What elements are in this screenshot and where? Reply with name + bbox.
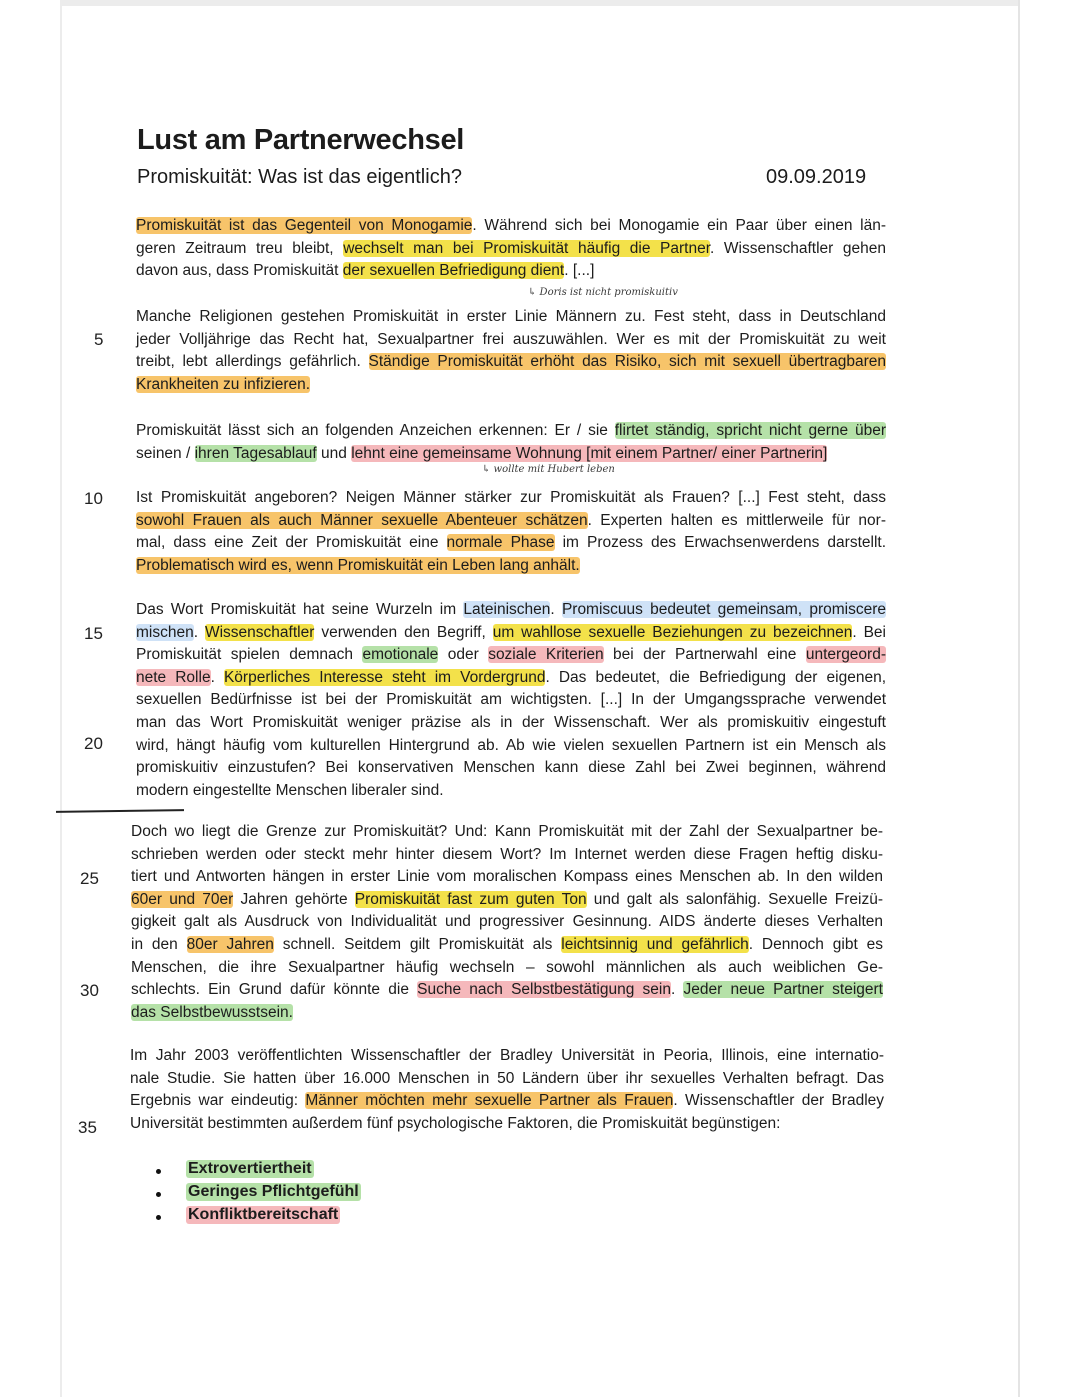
text: Ergebnis war eindeutig:: [130, 1092, 306, 1110]
scan-edge: [60, 0, 1018, 6]
list-item-label: Konfliktbereitschaft: [188, 1206, 339, 1223]
text-line: wird, hängt häufig vom kulturellen Hintergrund ab. Ab wie vielen sexuellen Partnern ist ein Mensch als: [136, 736, 886, 754]
text-line: Universität bestimmten außerdem fünf psychologische Faktoren, die Promiskuität begünstigen:: [130, 1114, 781, 1132]
line-number: 5: [94, 330, 104, 349]
text: . [...]: [564, 262, 595, 280]
highlight: Jeder neue Partner steigert: [683, 981, 883, 999]
text-line: tiert und Antworten hängen in erster Linie vom moralischen Kompass eines Menschen ab. In den wilden: [131, 868, 883, 886]
line-number: 30: [80, 981, 99, 1000]
text: .: [193, 623, 205, 641]
text: treibt, lebt allerdings gefährlich.: [136, 353, 369, 371]
text-line: Im Jahr 2003 veröffentlichten Wissenschaftler der Bradley Universität in Peoria, Illinois, eine internatio-: [130, 1047, 884, 1064]
text: Promiskuität lässt sich an folgenden Anzeichen erkennen: Er / sie: [136, 422, 615, 439]
highlight: Lateinischen: [463, 601, 551, 618]
highlight: der sexuellen Befriedigung dient: [342, 262, 565, 280]
highlight: mischen: [136, 623, 194, 641]
highlight: 60er und 70er: [131, 890, 234, 908]
text: und: [316, 444, 352, 462]
text: .: [670, 981, 684, 999]
text-line: modern eingestellte Menschen liberaler sind.: [136, 781, 444, 799]
text: schnell. Seitdem gilt Promiskuität als: [273, 935, 562, 953]
scan-edge: [60, 0, 62, 1397]
highlight: Promiscuus bedeutet gemeinsam, promiscere: [561, 601, 886, 618]
highlight: nete Rolle: [136, 668, 211, 686]
text: . Experten halten es mittlerweile für nor-: [587, 511, 886, 529]
text: . Wissenschaftler gehen: [710, 239, 886, 257]
highlight: ihren Tagesablauf: [194, 444, 317, 462]
text: . Bei: [852, 623, 886, 641]
paragraph-4: [136, 487, 886, 577]
text-line: promiskuitiv einzustufen? Bei konservativen Menschen kann diese Zahl bei Zwei beginnen, während: [136, 759, 886, 777]
bullet-icon: [156, 1215, 161, 1220]
text: geren Zeitraum treu bleibt,: [136, 239, 344, 257]
text: . Dennoch gibt es: [748, 935, 883, 953]
bullet-icon: [156, 1192, 161, 1197]
text: . Während sich bei Monogamie ein Paar über einen län-: [472, 217, 886, 234]
highlight: normale Phase: [446, 534, 555, 552]
text: in den: [131, 935, 187, 953]
highlight: Promiskuität fast zum guten Ton: [354, 890, 587, 908]
text: oder: [438, 646, 489, 664]
highlight: Krankheiten zu infizieren.: [136, 375, 311, 393]
highlight: flirtet ständig, spricht nicht gerne über: [614, 422, 886, 439]
text-line: gigkeit galt als Ausdruck von Individualität und progressiver Gesinnung. AIDS änderte dieses Verhalten: [131, 913, 883, 931]
text-line: schrieben werden oder steckt mehr hinter diesem Wort? Im Internet werden diese Fragen heftig disku-: [131, 845, 883, 863]
highlight: soziale Kriterien: [488, 646, 604, 664]
paragraph-5: [136, 599, 886, 802]
document-subtitle: Promiskuität: Was ist das eigentlich?: [137, 166, 462, 188]
text: .: [210, 668, 224, 686]
text-line: Ist Promiskuität angeboren? Neigen Männer stärker zur Promiskuität als Frauen? [...] Fest steht, dass: [136, 489, 886, 506]
text-line: Manche Religionen gestehen Promiskuität in erster Linie Männern zu. Fest steht, dass in Deutschland: [136, 308, 886, 325]
text: . Wissenschaftler der Bradley: [673, 1092, 885, 1110]
text-line: Doch wo liegt die Grenze zur Promiskuität? Und: Kann Promiskuität mit der Zahl der Sexualpartner be-: [131, 823, 883, 840]
scan-edge: [1018, 0, 1020, 1397]
text-line: Menschen, die ihre Sexualpartner häufig wechseln – sowohl männlichen als auch weiblichen Ge-: [131, 958, 883, 976]
highlight: Körperliches Interesse steht im Vordergrund: [223, 668, 546, 686]
line-number: 35: [78, 1118, 97, 1137]
highlight: um wahllose sexuelle Beziehungen zu bezeichnen: [492, 623, 853, 641]
text: und galt als salonfähig. Sexuelle Freizü-: [586, 890, 883, 908]
highlight: Wissenschaftler: [204, 623, 315, 641]
paragraph-1: [136, 215, 886, 283]
highlight: das Selbstbewusstsein.: [131, 1003, 293, 1021]
highlight: lehnt eine gemeinsame Wohnung [mit einem Partner/ einer Partnerin]: [351, 444, 828, 462]
document-title: Lust am Partnerwechsel: [137, 124, 465, 156]
highlight: Promiskuität ist das Gegenteil von Monogamie: [136, 217, 473, 234]
text: bei der Partnerwahl eine: [603, 646, 806, 664]
text: schlechts. Ein Grund dafür könnte die: [131, 981, 418, 999]
text: Jahren gehörte: [233, 890, 355, 908]
text: davon aus, dass Promiskuität: [136, 262, 343, 280]
paragraph-3: [136, 420, 886, 465]
paragraph-2: [136, 306, 886, 396]
line-number: 25: [80, 869, 99, 888]
highlight: 80er Jahren: [186, 935, 274, 953]
paragraph-7: [130, 1045, 884, 1135]
margin-rule: [56, 809, 184, 813]
line-number: 10: [84, 489, 103, 508]
handwritten-note: ↳ wollte mit Hubert leben: [482, 464, 615, 475]
text: Promiskuität spielen demnach: [136, 646, 363, 664]
text: .: [550, 601, 562, 618]
text: verwenden den Begriff,: [314, 623, 493, 641]
paragraph-6: [131, 821, 883, 1024]
list-item-label: Extrovertiertheit: [188, 1160, 312, 1177]
text-line: sexuellen Bedürfnisse ist bei der Promiskuität am wichtigsten. [...] In der Umgangssprache verwendet: [136, 691, 886, 709]
text: seinen /: [136, 444, 195, 462]
highlight: emotionale: [362, 646, 439, 664]
text: mal, dass eine Zeit der Promiskuität eine: [136, 534, 447, 552]
highlight: Männer möchten mehr sexuelle Partner als Frauen: [305, 1092, 674, 1110]
highlight: leichtsinnig und gefährlich: [561, 935, 749, 953]
text: Das Wort Promiskuität hat seine Wurzeln im: [136, 601, 464, 618]
text: im Prozess des Erwachsenwerdens darstellt.: [554, 534, 886, 552]
highlight: sowohl Frauen als auch Männer sexuelle Abenteuer schätzen: [136, 511, 588, 529]
highlight: wechselt man bei Promiskuität häufig die Partner: [343, 239, 711, 257]
list-item-label: Geringes Pflichtgefühl: [188, 1183, 359, 1200]
text-line: nale Studie. Sie hatten über 16.000 Menschen in 50 Ländern über ihr sexuelles Verhalten befragt. Das: [130, 1069, 884, 1087]
bullet-icon: [156, 1169, 161, 1174]
highlight: Problematisch wird es, wenn Promiskuität ein Leben lang anhält.: [136, 556, 580, 574]
highlight: untergeord-: [805, 646, 886, 664]
text-line: man das Wort Promiskuität weniger präzise als in der Wissenschaft. Wer als promiskuitiv eingestuft: [136, 713, 886, 731]
line-number: 15: [84, 624, 103, 643]
text: . Das bedeutet, die Befriedigung der eigenen,: [545, 668, 887, 686]
handwritten-note: ↳ Doris ist nicht promiskuitiv: [528, 287, 678, 298]
highlight: Suche nach Selbstbestätigung sein: [417, 981, 671, 999]
text-line: jeder Volljährige das Recht hat, Sexualpartner frei auszuwählen. Wer es mit der Promiskuität zu weit: [136, 330, 886, 348]
document-date: 09.09.2019: [766, 166, 867, 188]
highlight: Ständige Promiskuität erhöht das Risiko, sich mit sexuell übertragbaren: [368, 353, 887, 371]
line-number: 20: [84, 734, 103, 753]
